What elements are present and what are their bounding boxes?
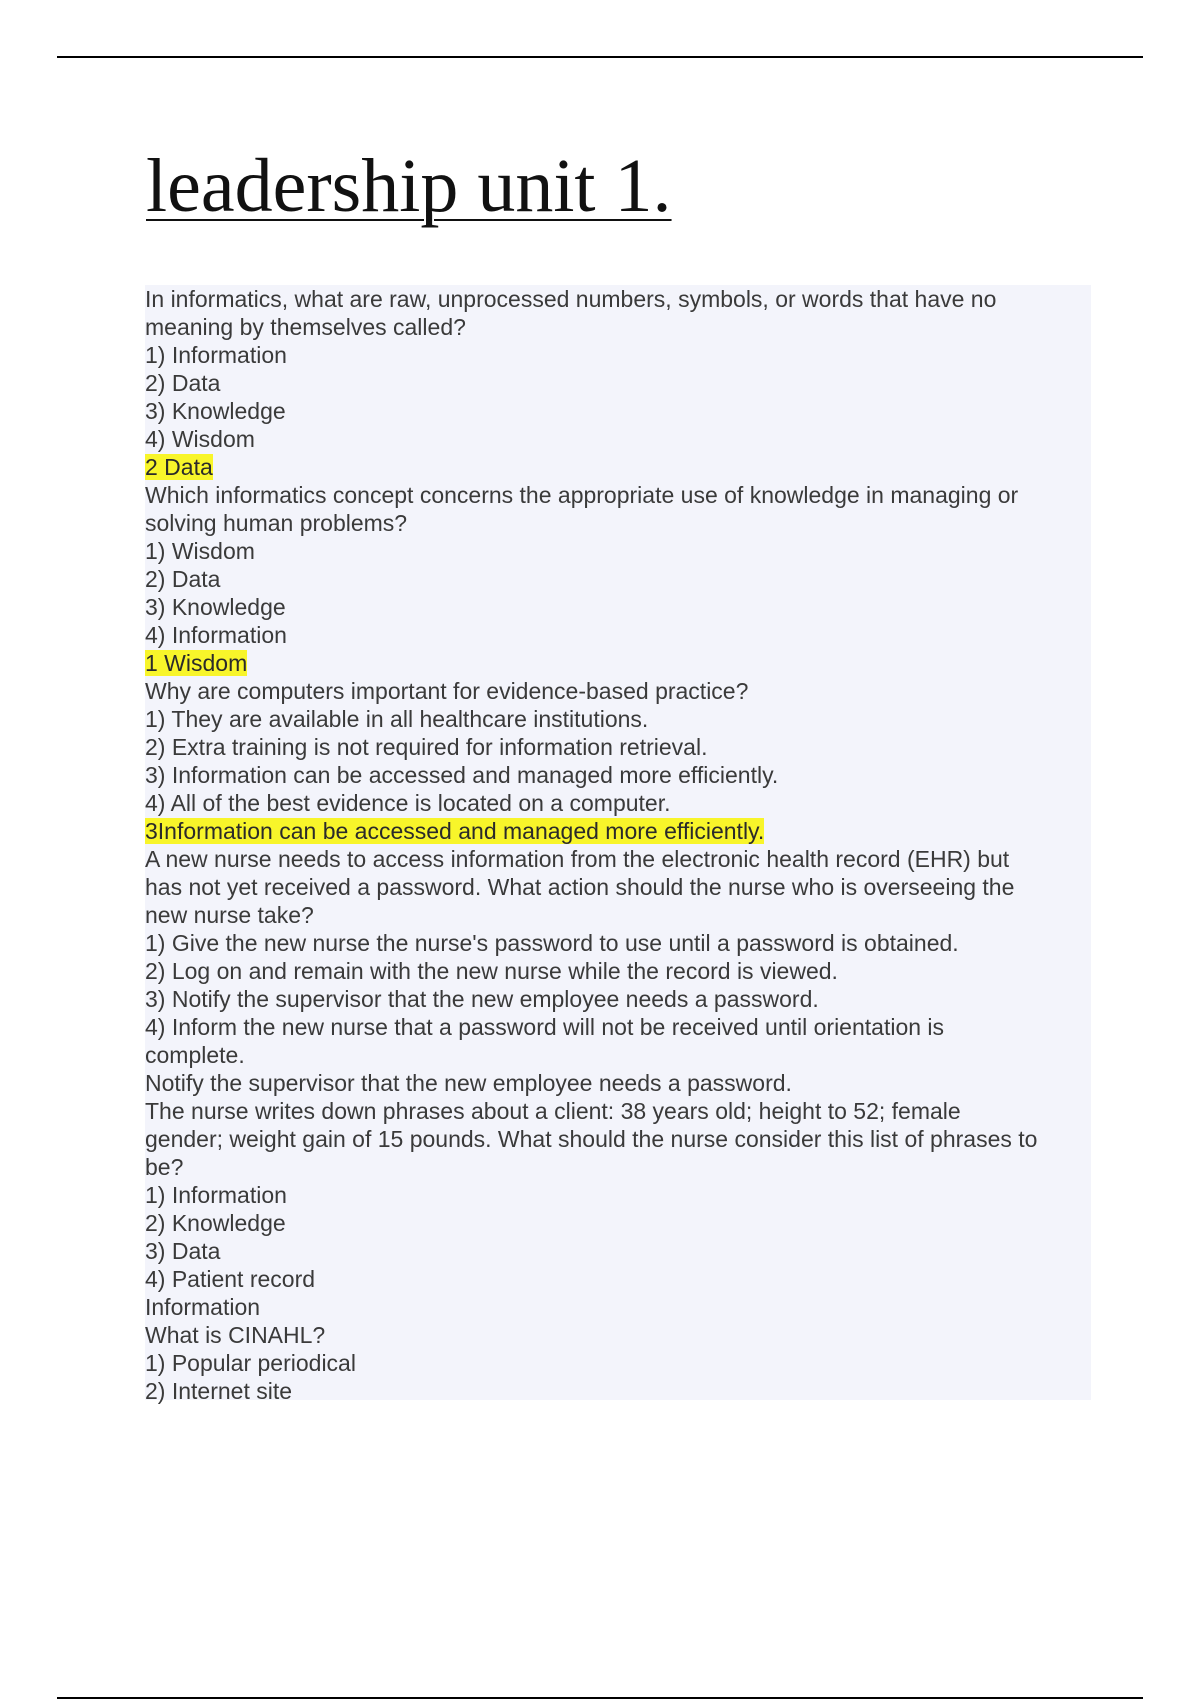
line-text: 2) Extra training is not required for information retrieval.: [145, 734, 708, 760]
line-text: 4) Information: [145, 622, 287, 648]
line-text: 4) Inform the new nurse that a password will not be received until orientation is: [145, 1014, 945, 1040]
line-text: solving human problems?: [145, 510, 408, 536]
text-line: [145, 341, 1091, 369]
highlighted-answer: 1 Wisdom: [145, 650, 248, 676]
line-text: 4) All of the best evidence is located on a computer.: [145, 790, 671, 816]
line-text: 1) Wisdom: [145, 538, 255, 564]
text-line: [145, 1125, 1091, 1153]
text-line: [145, 537, 1091, 565]
line-text: 2) Data: [145, 566, 221, 592]
text-line: [145, 369, 1091, 397]
line-text: new nurse take?: [145, 902, 314, 928]
answer-line: [145, 453, 1091, 481]
document-title: leadership unit 1.: [146, 144, 672, 228]
line-text: 1) Give the new nurse the nurse's password to use until a password is obtained.: [145, 930, 959, 956]
top-divider: [57, 56, 1143, 58]
text-line: [145, 1153, 1091, 1181]
line-text: Notify the supervisor that the new employee needs a password.: [145, 1070, 792, 1096]
line-text: has not yet received a password. What action should the nurse who is overseeing the: [145, 874, 1015, 900]
text-line: [145, 957, 1091, 985]
text-line: [145, 733, 1091, 761]
line-text: 1) Popular periodical: [145, 1350, 356, 1376]
line-text: meaning by themselves called?: [145, 314, 466, 340]
text-line: [145, 313, 1091, 341]
text-line: [145, 1181, 1091, 1209]
line-text: complete.: [145, 1042, 245, 1068]
text-line: [145, 677, 1091, 705]
bottom-divider: [57, 1697, 1143, 1699]
text-line: [145, 1293, 1091, 1321]
text-line: [145, 509, 1091, 537]
line-text: be?: [145, 1154, 184, 1180]
text-line: [145, 481, 1091, 509]
line-text: 3) Knowledge: [145, 594, 286, 620]
line-text: In informatics, what are raw, unprocessed numbers, symbols, or words that have no: [145, 286, 997, 312]
text-line: [145, 845, 1091, 873]
line-text: Information: [145, 1294, 261, 1320]
text-line: [145, 397, 1091, 425]
text-line: [145, 285, 1091, 313]
line-text: 2) Data: [145, 370, 221, 396]
line-text: 3) Knowledge: [145, 398, 286, 424]
line-text: A new nurse needs to access information from the electronic health record (EHR) but: [145, 846, 1010, 872]
text-line: [145, 1349, 1091, 1377]
line-text: gender; weight gain of 15 pounds. What should the nurse consider this list of phrases to: [145, 1126, 1038, 1152]
answer-line: [145, 649, 1091, 677]
line-text: 2) Internet site: [145, 1378, 293, 1404]
line-text: 1) Information: [145, 1182, 287, 1208]
line-text: 2) Log on and remain with the new nurse while the record is viewed.: [145, 958, 838, 984]
line-text: 1) Information: [145, 342, 287, 368]
line-text: Which informatics concept concerns the appropriate use of knowledge in managing or: [145, 482, 1019, 508]
text-line: [145, 1013, 1091, 1041]
text-line: [145, 873, 1091, 901]
answer-line: [145, 817, 1091, 845]
line-text: 3) Data: [145, 1238, 221, 1264]
text-line: [145, 985, 1091, 1013]
text-line: [145, 1097, 1091, 1125]
text-line: [145, 1069, 1091, 1097]
text-line: [145, 1237, 1091, 1265]
text-line: [145, 1377, 1091, 1405]
line-text: The nurse writes down phrases about a client: 38 years old; height to 52; female: [145, 1098, 961, 1124]
text-line: [145, 929, 1091, 957]
text-line: [145, 705, 1091, 733]
line-text: 3) Notify the supervisor that the new employee needs a password.: [145, 986, 819, 1012]
line-text: Why are computers important for evidence-based practice?: [145, 678, 749, 704]
text-line: [145, 425, 1091, 453]
text-line: [145, 565, 1091, 593]
text-line: [145, 1321, 1091, 1349]
line-text: 1) They are available in all healthcare institutions.: [145, 706, 649, 732]
text-line: [145, 901, 1091, 929]
text-line: [145, 789, 1091, 817]
text-line: [145, 1209, 1091, 1237]
highlighted-answer: 2 Data: [145, 454, 213, 480]
question-answer-block: [145, 285, 1091, 1404]
line-text: 2) Knowledge: [145, 1210, 286, 1236]
text-line: [145, 761, 1091, 789]
highlighted-answer: 3Information can be accessed and managed more efficiently.: [145, 818, 765, 844]
text-line: [145, 593, 1091, 621]
line-text: 4) Wisdom: [145, 426, 255, 452]
line-text: 3) Information can be accessed and managed more efficiently.: [145, 762, 779, 788]
line-text: 4) Patient record: [145, 1266, 316, 1292]
line-text: What is CINAHL?: [145, 1322, 326, 1348]
text-line: [145, 621, 1091, 649]
text-line: [145, 1041, 1091, 1069]
text-line: [145, 1265, 1091, 1293]
